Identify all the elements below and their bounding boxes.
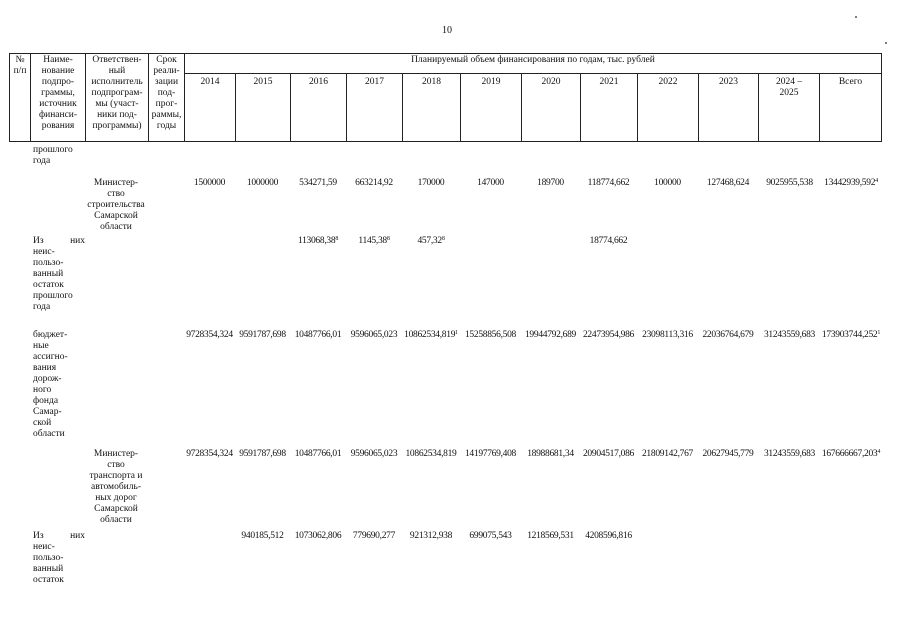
financing-value: 10487766,01: [294, 330, 342, 340]
row-name-line: дорож-: [33, 374, 62, 384]
row-responsible-line: автомобиль-: [91, 482, 141, 492]
row-responsible-line: области: [100, 515, 132, 525]
financing-value: 1218569,531: [527, 531, 574, 541]
header-year: 2018: [403, 74, 461, 142]
financing-value: 10862534,819: [405, 449, 457, 459]
page-number: 10: [442, 25, 452, 36]
financing-value: 9728354,324: [186, 330, 233, 340]
financing-value: 18988681,34: [527, 449, 574, 459]
financing-value: 31243559,683: [763, 449, 816, 459]
financing-value: 100000: [654, 178, 681, 188]
header-year: 2022: [638, 74, 699, 142]
footnote-mark: 8: [441, 236, 445, 242]
financing-value: 20904517,086: [582, 449, 635, 459]
financing-value: 1000000: [246, 178, 279, 188]
footnote-mark: 4: [875, 178, 878, 184]
financing-value: 9591787,698: [239, 330, 286, 340]
financing-value: 9025955,538: [766, 178, 813, 188]
footnote-mark: 1: [455, 330, 458, 336]
row-responsible-line: ство: [107, 189, 125, 199]
financing-value: 10487766,01: [294, 449, 342, 459]
financing-value: 31243559,683: [763, 330, 816, 340]
financing-value: 9596065,023: [350, 330, 398, 340]
financing-value: 113068,38$^8$: [297, 236, 339, 246]
row-name-line: ванный: [33, 564, 64, 574]
header-year: 2017: [347, 74, 403, 142]
header-year: 2021: [581, 74, 638, 142]
financing-value: 940185,512: [241, 531, 284, 541]
header-year: 2016: [291, 74, 347, 142]
row-responsible-line: строительства: [87, 200, 145, 210]
footnote-mark: 8: [335, 236, 339, 242]
row-name-line: неис-: [33, 247, 55, 257]
row-name-line: года: [33, 156, 51, 166]
financing-value: 167666667,203$^4$: [821, 449, 881, 459]
financing-value: 127468,624: [706, 178, 750, 188]
financing-value: 18774,662: [589, 236, 628, 246]
row-responsible-line: области: [100, 222, 132, 232]
row-responsible-line: ство: [107, 460, 125, 470]
financing-value: 23098113,316: [642, 330, 693, 340]
header-year: 2019: [461, 74, 522, 142]
footnote-mark: 1: [877, 330, 881, 336]
financing-value: 921312,938: [409, 531, 453, 541]
row-responsible-line: ных дорог: [95, 493, 137, 503]
row-name-line: вания: [33, 363, 57, 373]
row-name-line: ного: [33, 385, 52, 395]
financing-value: 1073062,806: [294, 531, 342, 541]
financing-value: 19944792,689: [524, 330, 577, 340]
row-responsible-line: Самарской: [94, 211, 138, 221]
header-year: 2015: [236, 74, 291, 142]
financing-value: 699075,543: [469, 531, 512, 541]
header-num: № п/п: [10, 54, 31, 142]
financing-value: 10862534,819$^1$: [404, 330, 458, 340]
row-name-line: ассигно-: [33, 352, 68, 362]
header-name: Наиме- нование подпро- граммы, источник финанси- рования: [31, 54, 86, 142]
scan-speck: [885, 42, 887, 44]
row-responsible-line: Самарской: [94, 504, 138, 514]
header-year: 2014: [185, 74, 236, 142]
row-name-line: области: [33, 429, 65, 439]
row-name-line: бюджет-: [33, 330, 68, 340]
financing-value: 147000: [477, 178, 504, 188]
financing-value: 15258856,508: [464, 330, 517, 340]
financing-value: 1500000: [193, 178, 226, 188]
row-name-line: ванный: [33, 269, 64, 279]
row-name-line: ской: [33, 418, 52, 428]
header-year: 2020: [522, 74, 581, 142]
footnote-mark: 8: [386, 236, 390, 242]
row-name-line: остаток: [33, 280, 64, 290]
header-financing-group: Планируемый объем финансирования по годам, тыс. рублей: [185, 54, 882, 74]
financing-value: 20627945,779: [702, 449, 754, 459]
financing-value: 118774,662: [587, 178, 630, 188]
financing-value: 21809142,767: [641, 449, 694, 459]
financing-value: 457,32$^8$: [417, 236, 445, 246]
footnote-mark: 4: [877, 449, 881, 455]
financing-value: 9591787,698: [239, 449, 286, 459]
header-responsible: Ответствен- ный исполнитель подпрограм- мы (участ- ники под- программы): [86, 54, 149, 142]
header-year: Всего: [820, 74, 882, 142]
financing-value: 173903744,252$^1$: [821, 330, 881, 340]
financing-value: 9596065,023: [350, 449, 398, 459]
row-name-line: остаток: [33, 575, 64, 585]
financing-value: 779690,277: [352, 531, 396, 541]
row-name-line: Самар-: [33, 407, 62, 417]
financing-value: 4208596,816: [585, 531, 632, 541]
financing-value: 22036764,679: [702, 330, 754, 340]
row-name-line: прошлого: [33, 145, 73, 155]
scan-speck: [855, 16, 857, 18]
row-name-line: ные: [33, 341, 49, 351]
row-name-line: Из них: [33, 531, 85, 541]
row-name-line: пользо-: [33, 258, 64, 268]
header-term: Срок реали- зации под- прог- раммы, годы: [149, 54, 185, 142]
financing-value: 13442939,592$^4$: [824, 178, 878, 188]
financing-value: 22473954,986: [582, 330, 635, 340]
financing-value: 1145,38$^8$: [358, 236, 390, 246]
row-name-line: пользо-: [33, 553, 64, 563]
header-year: 2024 – 2025: [759, 74, 820, 142]
row-responsible-line: транспорта и: [89, 471, 143, 481]
row-name-line: неис-: [33, 542, 55, 552]
row-name-line: фонда: [33, 396, 59, 406]
row-responsible-line: Министер-: [93, 178, 139, 188]
financing-value: 14197769,408: [464, 449, 517, 459]
row-name-line: прошлого: [33, 291, 73, 301]
row-name-line: года: [33, 302, 51, 312]
financing-value: 9728354,324: [186, 449, 233, 459]
row-name-line: Из них: [33, 236, 85, 246]
financing-value: 170000: [417, 178, 445, 188]
header-year: 2023: [699, 74, 759, 142]
financing-value: 663214,92: [355, 178, 393, 188]
row-responsible-line: Министер-: [93, 449, 139, 459]
financing-value: 534271,59: [299, 178, 337, 188]
financing-value: 189700: [537, 178, 564, 188]
financing-table-header: [9, 53, 882, 142]
